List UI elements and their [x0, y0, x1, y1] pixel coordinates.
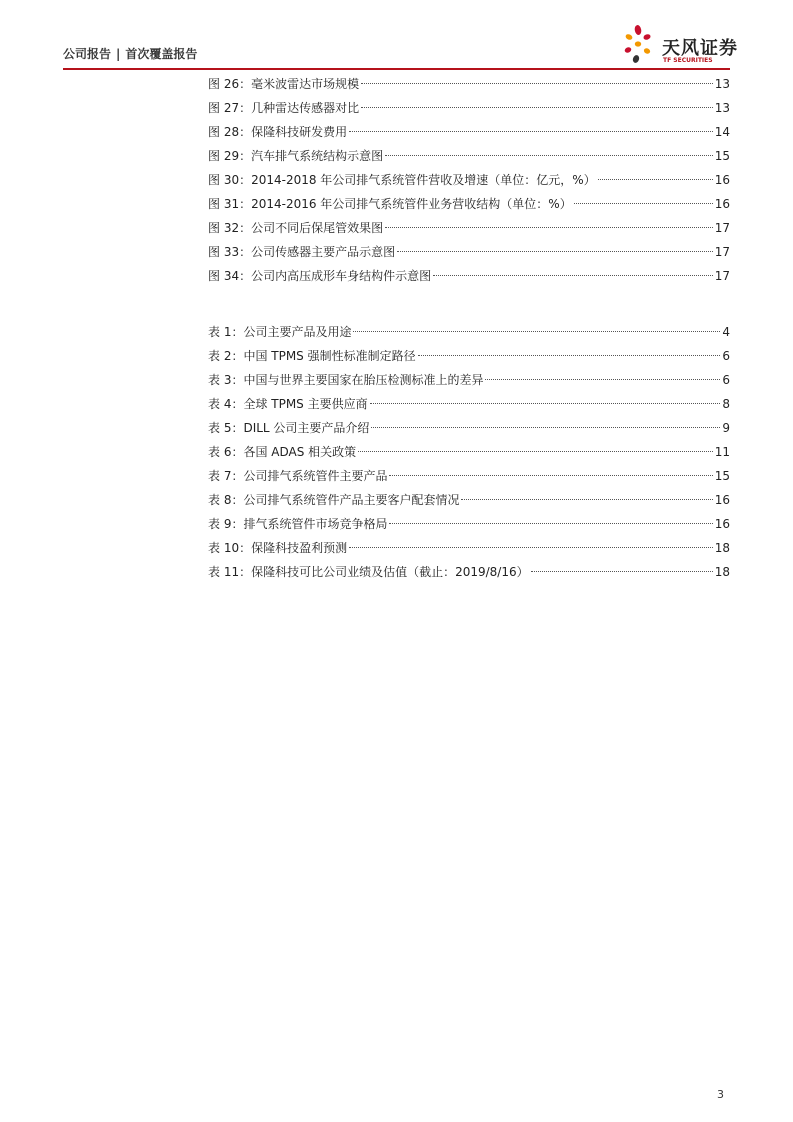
- toc-row[interactable]: [208, 416, 730, 440]
- toc-row[interactable]: [208, 320, 730, 344]
- toc-row[interactable]: [208, 392, 730, 416]
- toc-row[interactable]: [208, 488, 730, 512]
- toc-page: 16: [714, 197, 730, 211]
- toc-row[interactable]: [208, 216, 730, 240]
- toc-row[interactable]: [208, 440, 730, 464]
- toc-page: 18: [714, 565, 730, 579]
- toc-label: 表 4：全球 TPMS 主要供应商: [208, 397, 368, 411]
- toc-page: 15: [714, 149, 730, 163]
- toc-page: 6: [722, 373, 730, 387]
- toc-row[interactable]: [208, 464, 730, 488]
- header-separator: |: [116, 47, 121, 61]
- toc-row[interactable]: [208, 536, 730, 560]
- dot-leader: [349, 547, 713, 548]
- dot-leader: [397, 251, 713, 252]
- toc-label: 图 29：汽车排气系统结构示意图: [208, 149, 384, 163]
- toc-page: 13: [714, 77, 730, 91]
- toc-page: 16: [714, 493, 730, 507]
- toc-label: 表 9：排气系统管件市场竞争格局: [208, 517, 388, 531]
- toc-label: 表 1：公司主要产品及用途: [208, 325, 352, 339]
- toc-row[interactable]: [208, 120, 730, 144]
- dot-leader: [358, 451, 713, 452]
- toc-row[interactable]: [208, 344, 730, 368]
- toc-page: 16: [714, 517, 730, 531]
- dot-leader: [418, 355, 721, 356]
- table-list: [208, 320, 730, 584]
- toc-row[interactable]: [208, 144, 730, 168]
- toc-label: 表 2：中国 TPMS 强制性标准制定路径: [208, 349, 416, 363]
- dot-leader: [349, 131, 713, 132]
- dot-leader: [485, 379, 720, 380]
- toc-label: 图 27：几种雷达传感器对比: [208, 101, 360, 115]
- toc-page: 8: [722, 397, 730, 411]
- toc-page: 15: [714, 469, 730, 483]
- toc-page: 9: [722, 421, 730, 435]
- toc-label: 图 28：保隆科技研发费用: [208, 125, 348, 139]
- toc-label: 图 26：毫米波雷达市场规模: [208, 77, 360, 91]
- toc-row[interactable]: [208, 168, 730, 192]
- dot-leader: [598, 179, 713, 180]
- logo-name-en: TF SECURITIES: [663, 57, 713, 64]
- toc-page: 14: [714, 125, 730, 139]
- dot-leader: [574, 203, 713, 204]
- dot-leader: [389, 475, 712, 476]
- toc-row[interactable]: [208, 240, 730, 264]
- dot-leader: [385, 227, 713, 228]
- dot-leader: [385, 155, 713, 156]
- header-divider: [63, 68, 730, 70]
- dot-leader: [371, 427, 720, 428]
- toc-page: 13: [714, 101, 730, 115]
- report-coverage: 首次覆盖报告: [125, 47, 198, 61]
- toc-label: 表 8：公司排气系统管件产品主要客户配套情况: [208, 493, 460, 507]
- toc-row[interactable]: [208, 264, 730, 288]
- toc-page: 17: [714, 245, 730, 259]
- toc-row[interactable]: [208, 192, 730, 216]
- report-header-title: [63, 45, 197, 62]
- report-type: 公司报告: [63, 47, 112, 61]
- toc-page: 16: [714, 173, 730, 187]
- toc-label: 图 31：2014-2016 年公司排气系统管件业务营收结构（单位：%）: [208, 197, 572, 211]
- dot-leader: [461, 499, 712, 500]
- toc-row[interactable]: [208, 72, 730, 96]
- toc-row[interactable]: [208, 368, 730, 392]
- toc-page: 17: [714, 269, 730, 283]
- dot-leader: [531, 571, 713, 572]
- toc-row[interactable]: [208, 96, 730, 120]
- dot-leader: [361, 83, 713, 84]
- toc-row[interactable]: [208, 512, 730, 536]
- toc-page: 17: [714, 221, 730, 235]
- toc-label: 表 11：保隆科技可比公司业绩及估值（截止：2019/8/16）: [208, 565, 529, 579]
- toc-label: 表 3：中国与世界主要国家在胎压检测标准上的差异: [208, 373, 484, 387]
- toc-label: 表 10：保隆科技盈利预测: [208, 541, 348, 555]
- toc-label: 图 33：公司传感器主要产品示意图: [208, 245, 396, 259]
- toc-label: 图 32：公司不同后保尾管效果图: [208, 221, 384, 235]
- flower-logo-icon: [620, 22, 662, 68]
- figure-list: [208, 72, 730, 288]
- toc-label: 图 34：公司内高压成形车身结构件示意图: [208, 269, 432, 283]
- dot-leader: [361, 107, 713, 108]
- toc-page: 18: [714, 541, 730, 555]
- company-logo: [620, 22, 740, 68]
- dot-leader: [353, 331, 720, 332]
- dot-leader: [433, 275, 713, 276]
- toc-label: 表 7：公司排气系统管件主要产品: [208, 469, 388, 483]
- toc-label: 表 5：DILL 公司主要产品介绍: [208, 421, 370, 435]
- toc-page: 6: [722, 349, 730, 363]
- dot-leader: [389, 523, 712, 524]
- logo-name-cn: 天风证券: [662, 38, 738, 59]
- toc-label: 图 30：2014-2018 年公司排气系统管件营收及增速（单位：亿元，%）: [208, 173, 596, 187]
- dot-leader: [370, 403, 721, 404]
- toc-label: 表 6：各国 ADAS 相关政策: [208, 445, 357, 459]
- page-number: 3: [717, 1088, 724, 1101]
- toc-page: 11: [714, 445, 730, 459]
- toc-page: 4: [722, 325, 730, 339]
- toc-row[interactable]: [208, 560, 730, 584]
